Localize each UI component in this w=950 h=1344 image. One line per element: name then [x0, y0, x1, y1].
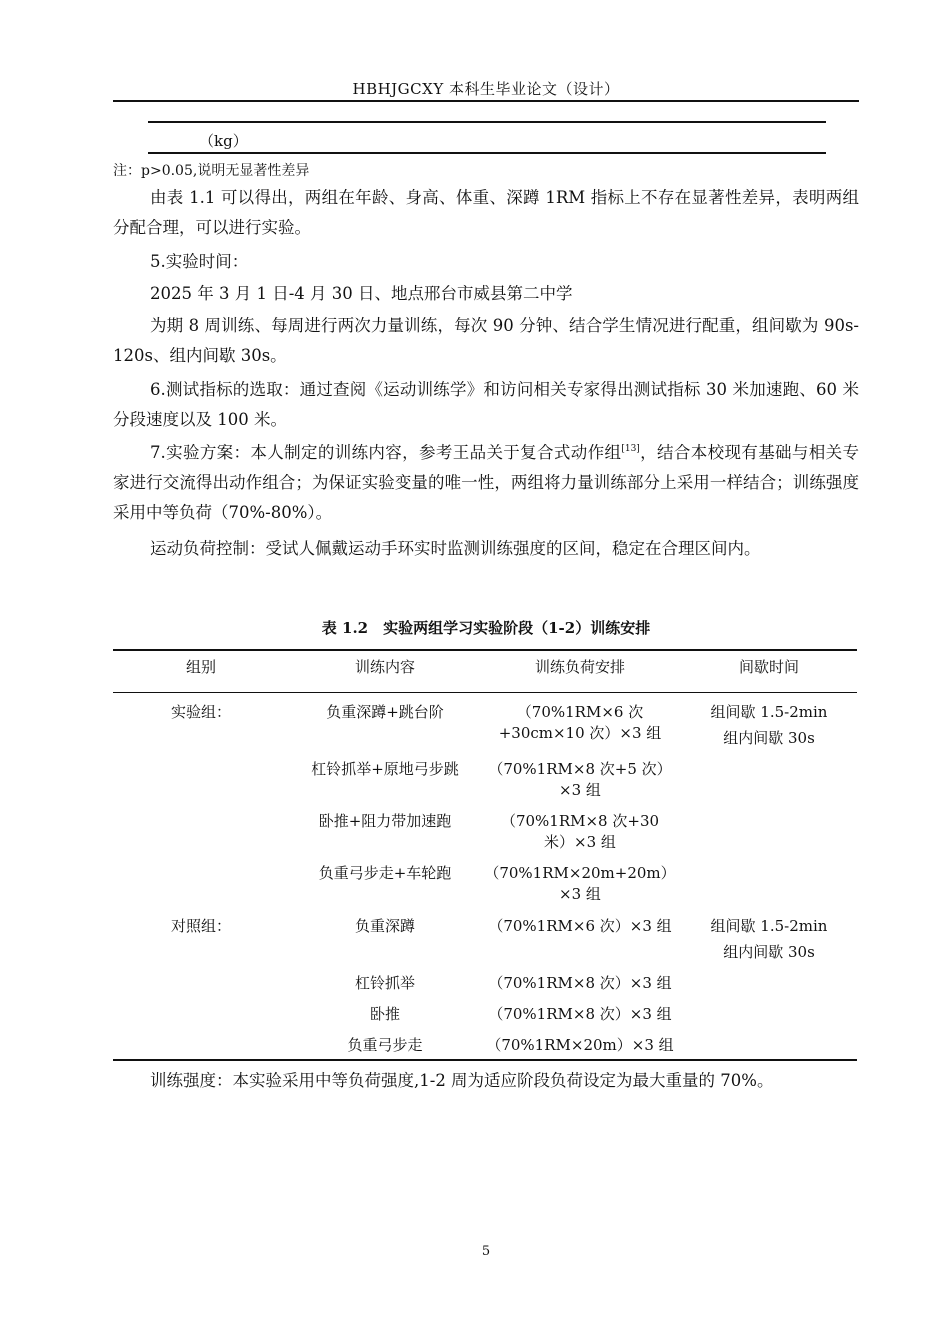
load-line: ×3 组 [559, 885, 601, 903]
table-row-load [470, 759, 690, 801]
table-row-content: 卧推+阻力带加速跑 [318, 812, 452, 830]
paragraph-training-intensity: 训练强度：本实验采用中等负荷强度,1-2 周为适应阶段负荷设定为最大重量的 70%。 [150, 1071, 774, 1090]
paragraph-schedule: 为期 8 周训练、每周进行两次力量训练，每次 90 分钟、结合学生情况进行配重，组间歇为 90s-120s、组内间歇 30s。 [113, 316, 859, 365]
experimental-rest-within-set: 组内间歇 30s [723, 729, 815, 747]
paragraph-result: 由表 1.1 可以得出，两组在年龄、身高、体重、深蹲 1RM 指标上不存在显著性差异，表明两组分配合理，可以进行实验。 [113, 188, 859, 237]
plan-text-before: 7.实验方案：本人制定的训练内容，参考王品关于复合式动作组 [150, 443, 622, 462]
paragraph-test-indicators: 6.测试指标的选取：通过查阅《运动训练学》和访问相关专家得出测试指标 30 米加速跑、60 米分段速度以及 100 米。 [113, 380, 859, 429]
table-rule-bottom [113, 1059, 857, 1061]
paragraph-heading-time: 5.实验时间： [150, 252, 249, 271]
table-row-content: 卧推 [369, 1005, 400, 1023]
table-rule-mid [113, 692, 857, 693]
table-row-content: 杠铃抓举+原地弓步跳 [311, 760, 459, 778]
table-row-load [470, 702, 690, 744]
table-row-content: 负重弓步走+车轮跑 [318, 864, 452, 882]
load-line: （70%1RM×8 次+30 [500, 812, 660, 830]
experimental-rest [680, 702, 858, 749]
paragraph-load-control: 运动负荷控制：受试人佩戴运动手环实时监测训练强度的区间，稳定在合理区间内。 [150, 539, 761, 558]
table-rule-top [113, 649, 857, 651]
load-line: +30cm×10 次）×3 组 [498, 724, 662, 742]
table-row-content: 杠铃抓举 [354, 974, 415, 992]
table-row-content: 负重弓步走 [347, 1036, 423, 1054]
table-row-load: （70%1RM×8 次）×3 组 [488, 1005, 672, 1023]
page-number: 5 [481, 1244, 491, 1259]
control-rest-between-sets: 组间歇 1.5-2min [710, 917, 828, 935]
header-group: 组别 [185, 658, 216, 676]
running-header: HBHJGCXY 本科生毕业论文（设计） [352, 80, 620, 98]
table-row-load: （70%1RM×8 次）×3 组 [488, 974, 672, 992]
table-row-load: （70%1RM×6 次）×3 组 [488, 917, 672, 935]
previous-table-unit: （kg） [199, 132, 248, 150]
load-line: ×3 组 [559, 781, 601, 799]
table-row-content: 负重深蹲 [354, 917, 415, 935]
table-note: 注：p>0.05,说明无显著性差异 [113, 163, 310, 179]
header-rule [113, 100, 859, 102]
table-row-load [470, 811, 690, 853]
experimental-group-label: 实验组： [170, 703, 231, 721]
header-rest: 间歇时间 [738, 658, 799, 676]
load-line: 米）×3 组 [544, 833, 616, 851]
table-row-content: 负重深蹲+跳台阶 [326, 703, 444, 721]
paragraph-experiment-plan [113, 438, 859, 528]
plan-text-after: ，结合本校现有基础与相关专家进行交流得出动作组合；为保证实验变量的唯一性，两组将力量训练部分上采用一样结合；训练强度采用中等负荷（70%-80%）。 [113, 443, 859, 522]
control-rest-within-set: 组内间歇 30s [723, 943, 815, 961]
load-line: （70%1RM×20m+20m） [484, 864, 676, 882]
previous-table-rule-bottom [148, 152, 826, 154]
header-load: 训练负荷安排 [534, 658, 625, 676]
citation-ref: [13] [621, 444, 640, 454]
control-group-label: 对照组： [170, 917, 231, 935]
control-rest [680, 916, 858, 963]
previous-table-rule-top [148, 121, 826, 123]
header-content: 训练内容 [354, 658, 415, 676]
load-line: （70%1RM×8 次+5 次） [488, 760, 672, 778]
table-caption: 表 1.2 实验两组学习实验阶段（1-2）训练安排 [321, 619, 651, 637]
experimental-rest-between-sets: 组间歇 1.5-2min [710, 703, 828, 721]
paragraph-date-location: 2025 年 3 月 1 日-4 月 30 日、地点邢台市威县第二中学 [150, 284, 573, 303]
table-row-load: （70%1RM×20m）×3 组 [486, 1036, 674, 1054]
table-row-load [470, 863, 690, 905]
load-line: （70%1RM×6 次 [516, 703, 644, 721]
